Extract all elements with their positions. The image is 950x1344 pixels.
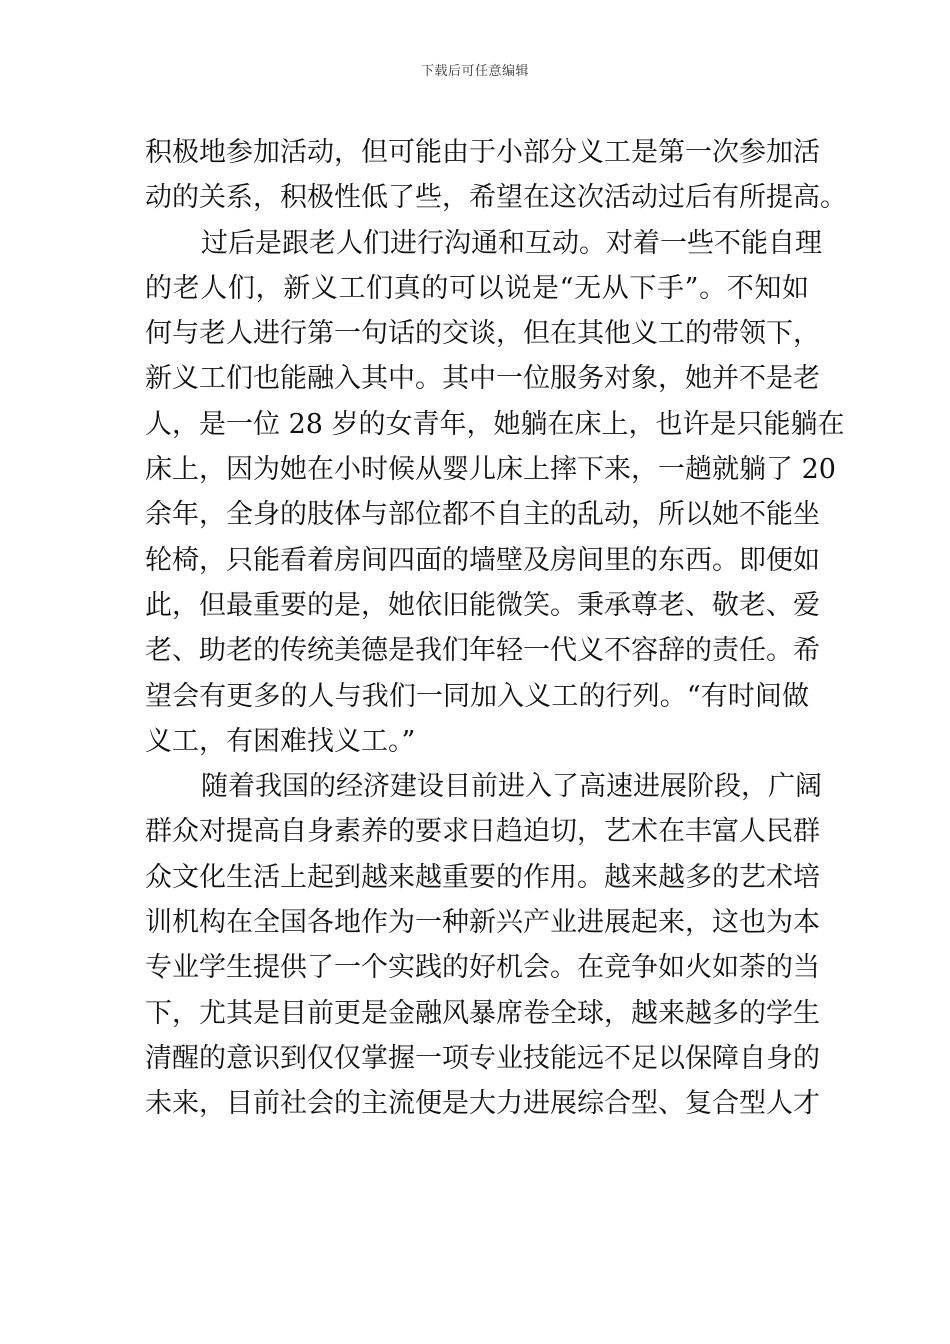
page-header: 下载后可任意编辑 <box>420 64 529 79</box>
text-line: 老、助老的传统美德是我们年轻一代义不容辞的责任。希 <box>145 635 820 667</box>
text-line: 余年，全身的肢体与部位都不自主的乱动，所以她不能坐 <box>145 499 820 531</box>
text-line: 未来，目前社会的主流便是大力进展综合型、复合型人才 <box>145 1088 820 1120</box>
text-line: 人，是一位 28 岁的女青年，她躺在床上，也许是只能躺在 <box>145 408 845 440</box>
text-line: 的老人们，新义工们真的可以说是“无从下手”。不知如 <box>145 272 809 304</box>
text-line: 众文化生活上起到越来越重要的作用。越来越多的艺术培 <box>145 861 820 893</box>
text-line: 动的关系，积极性低了些，希望在这次活动过后有所提高。 <box>145 182 847 214</box>
text-line: 此，但最重要的是，她依旧能微笑。秉承尊老、敬老、爱 <box>145 589 820 621</box>
text-line: 专业学生提供了一个实践的好机会。在竞争如火如荼的当 <box>145 952 820 984</box>
text-line: 床上，因为她在小时候从婴儿床上摔下来，一趟就躺了 20 <box>145 454 836 486</box>
text-line: 轮椅，只能看着房间四面的墙壁及房间里的东西。即便如 <box>145 544 820 576</box>
text-line: 义工，有困难找义工。” <box>145 725 416 757</box>
text-line: 过后是跟老人们进行沟通和互动。对着一些不能自理 <box>201 227 822 259</box>
text-line: 何与老人进行第一句话的交谈，但在其他义工的带领下， <box>145 318 820 350</box>
text-line: 新义工们也能融入其中。其中一位服务对象，她并不是老 <box>145 363 820 395</box>
text-line: 训机构在全国各地作为一种新兴产业进展起来，这也为本 <box>145 907 820 939</box>
text-line: 下，尤其是目前更是金融风暴席卷全球，越来越多的学生 <box>145 997 820 1029</box>
text-line: 望会有更多的人与我们一同加入义工的行列。“有时间做 <box>145 680 809 712</box>
text-line: 积极地参加活动，但可能由于小部分义工是第一次参加活 <box>145 137 820 168</box>
text-line: 清醒的意识到仅仅掌握一项专业技能远不足以保障自身的 <box>145 1042 820 1074</box>
text-line: 群众对提高自身素养的要求日趋迫切，艺术在丰富人民群 <box>145 816 820 848</box>
document-body <box>145 130 847 1127</box>
text-line: 随着我国的经济建设目前进入了高速进展阶段，广阔 <box>201 771 822 803</box>
